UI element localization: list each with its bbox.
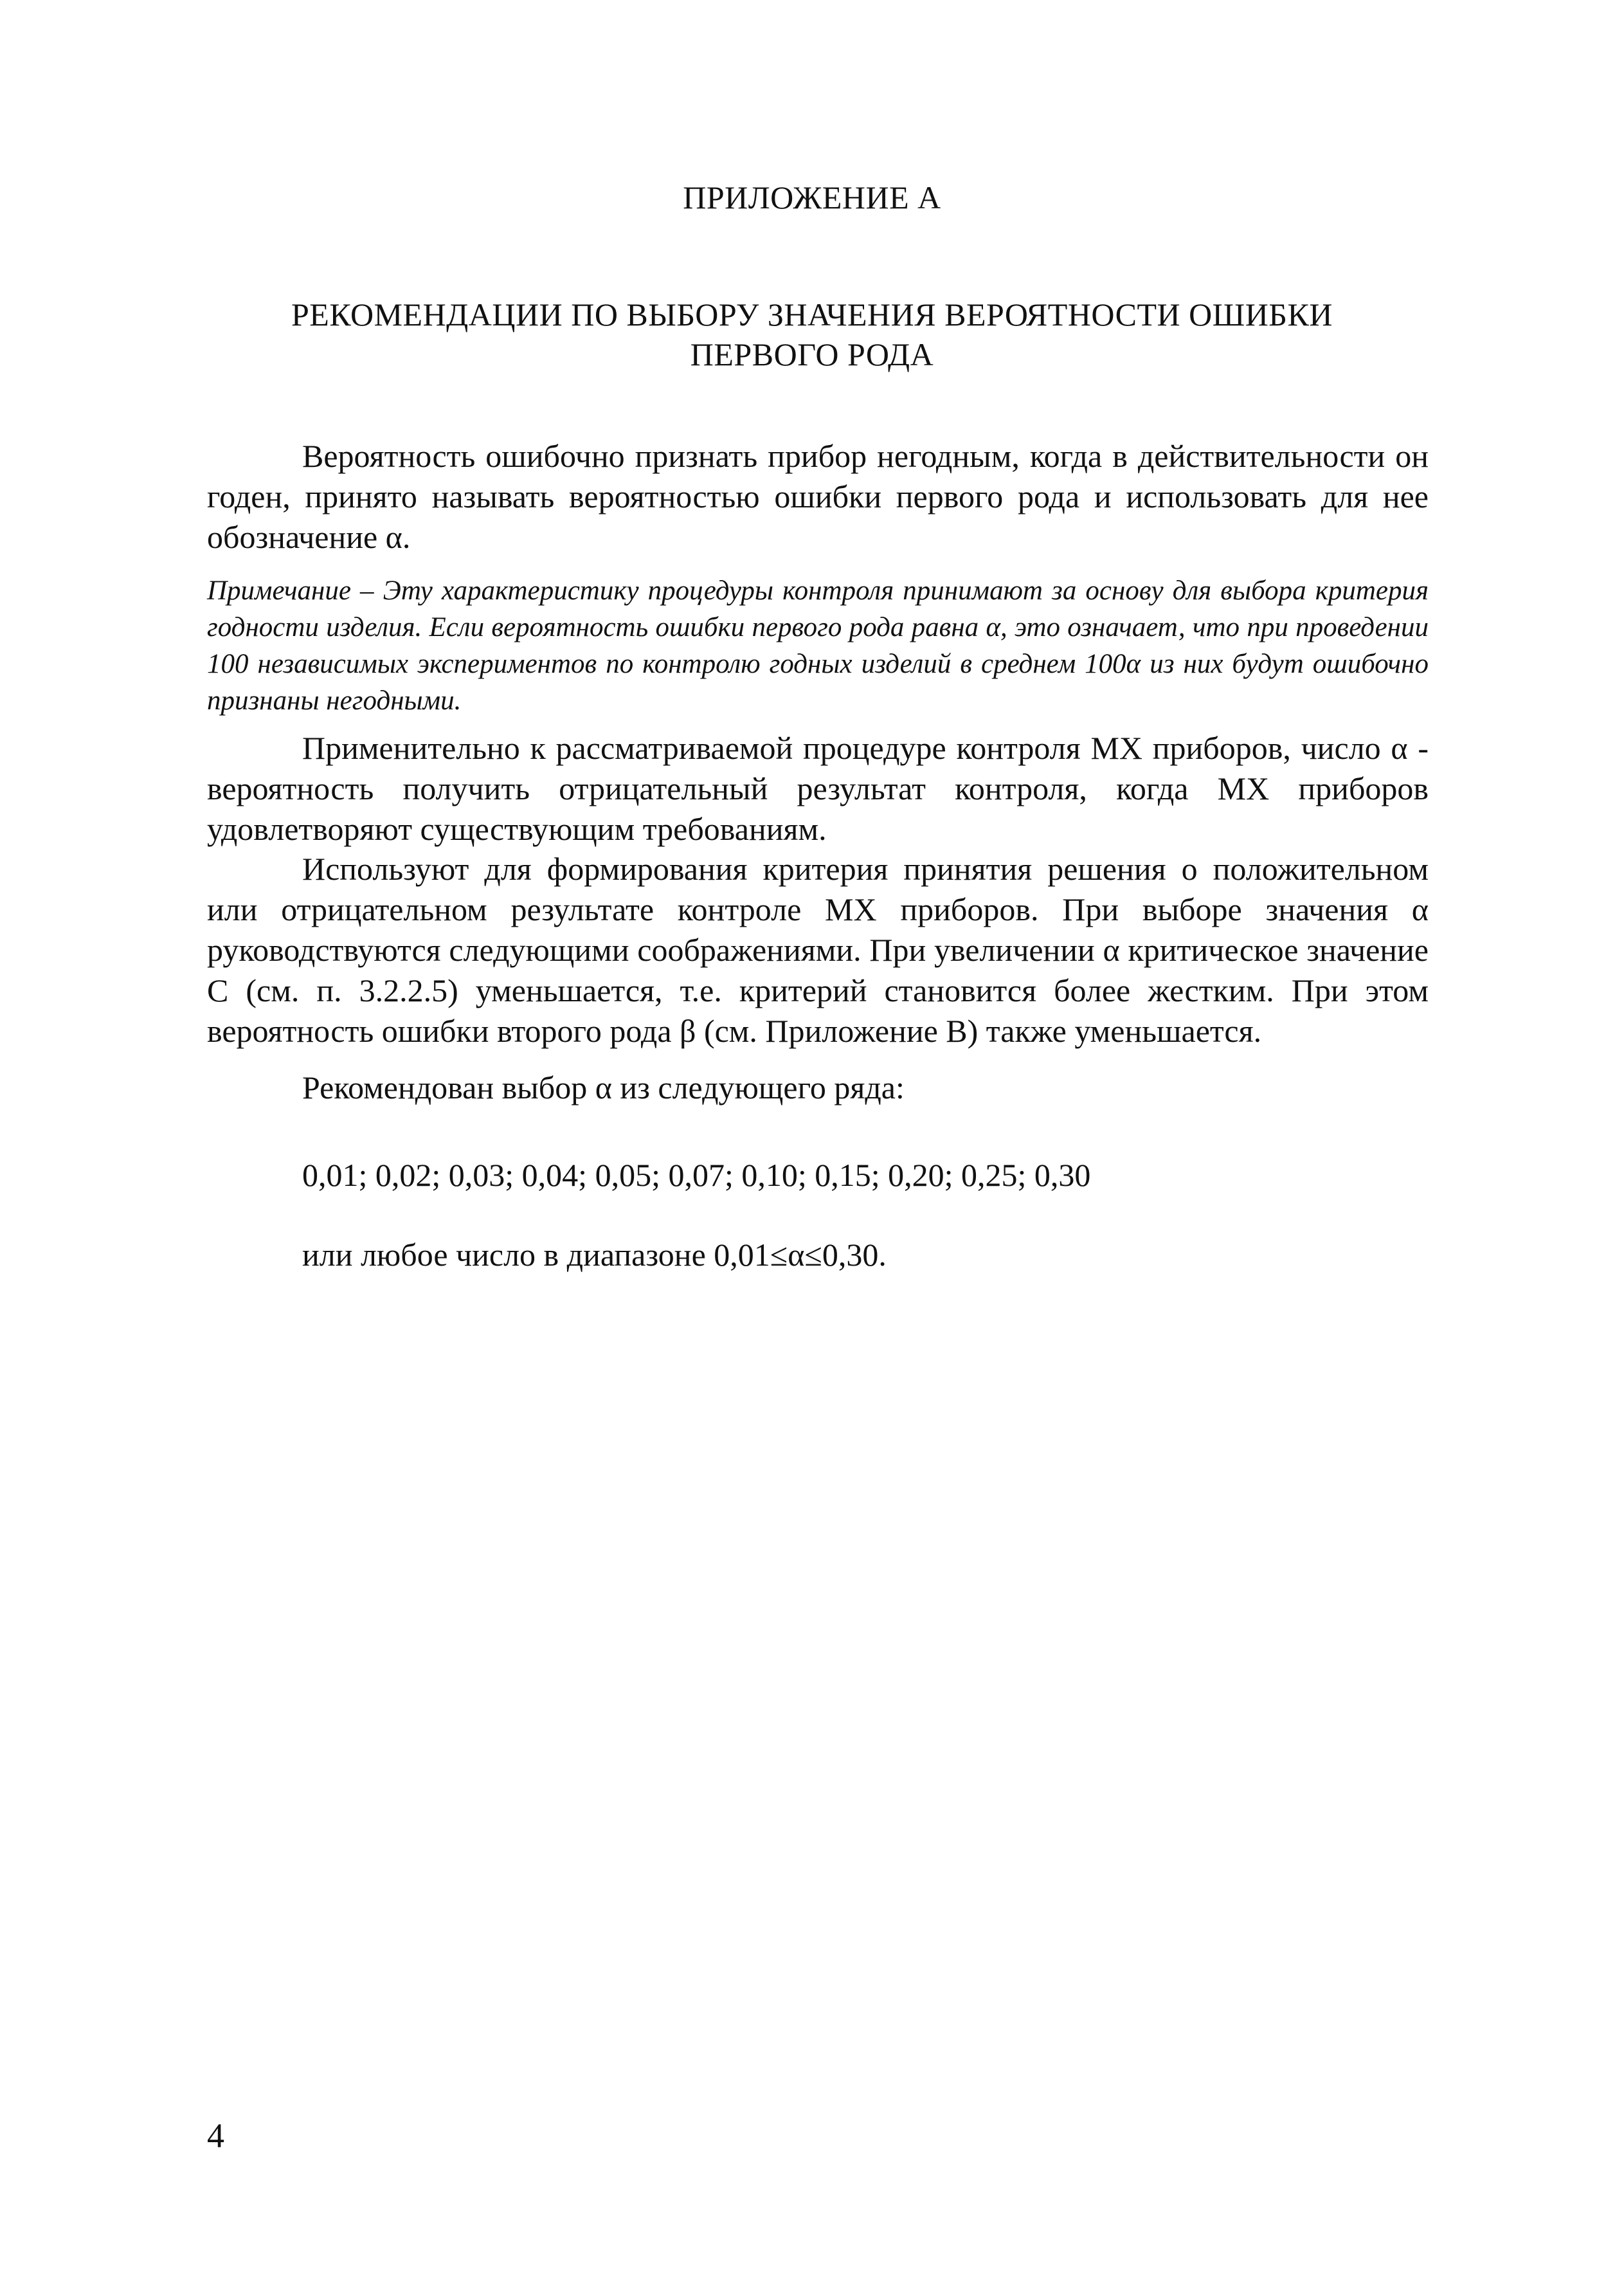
appendix-title: ПРИЛОЖЕНИЕ А	[683, 179, 941, 215]
note-text: Примечание – Эту характеристику процедуры контроля принимают за основу для выбора критерия годности изделия. Если вероятность ошибки первого рода равна α, это означает, что при проведении 100 независимых экспериментов по контролю годных изделий в среднем 100α из них будут ошибочно признаны негодными.	[207, 576, 1429, 716]
section-title-line-2: ПЕРВОГО РОДА	[690, 336, 934, 372]
alpha-value-series: 0,01; 0,02; 0,03; 0,04; 0,05; 0,07; 0,10; 0,15; 0,20; 0,25; 0,30	[302, 1157, 1091, 1193]
alpha-range-statement: или любое число в диапазоне 0,01≤α≤0,30.	[302, 1237, 887, 1273]
page-number: 4	[207, 2116, 224, 2155]
paragraph-application	[207, 728, 1429, 850]
paragraph-definition-text: Вероятность ошибочно признать прибор негодным, когда в действительности он годен, принято называть вероятностью ошибки первого рода и использовать для нее обозначение α.	[207, 438, 1429, 555]
note-paragraph	[207, 572, 1429, 719]
paragraph-application-text: Применительно к рассматриваемой процедуре контроля МХ приборов, число α - вероятность получить отрицательный результат контроля, когда МХ приборов удовлетворяют существующим требованиям.	[207, 730, 1429, 847]
section-title-line-1: РЕКОМЕНДАЦИИ ПО ВЫБОРУ ЗНАЧЕНИЯ ВЕРОЯТНОСТИ ОШИБКИ	[291, 296, 1333, 332]
paragraph-criteria-text: Используют для формирования критерия принятия решения о положительном или отрицательном результате контроле МХ приборов. При выборе значения α руководствуются следующими соображениями. При увеличении α критическое значение С (см. п. 3.2.2.5) уменьшается, т.е. критерий становится более жестким. При этом вероятность ошибки второго рода β (см. Приложение В) также уменьшается.	[207, 851, 1429, 1049]
paragraph-criteria	[207, 849, 1429, 1051]
paragraph-definition	[207, 436, 1429, 558]
paragraph-recommendation: Рекомендован выбор α из следующего ряда:	[302, 1069, 905, 1105]
